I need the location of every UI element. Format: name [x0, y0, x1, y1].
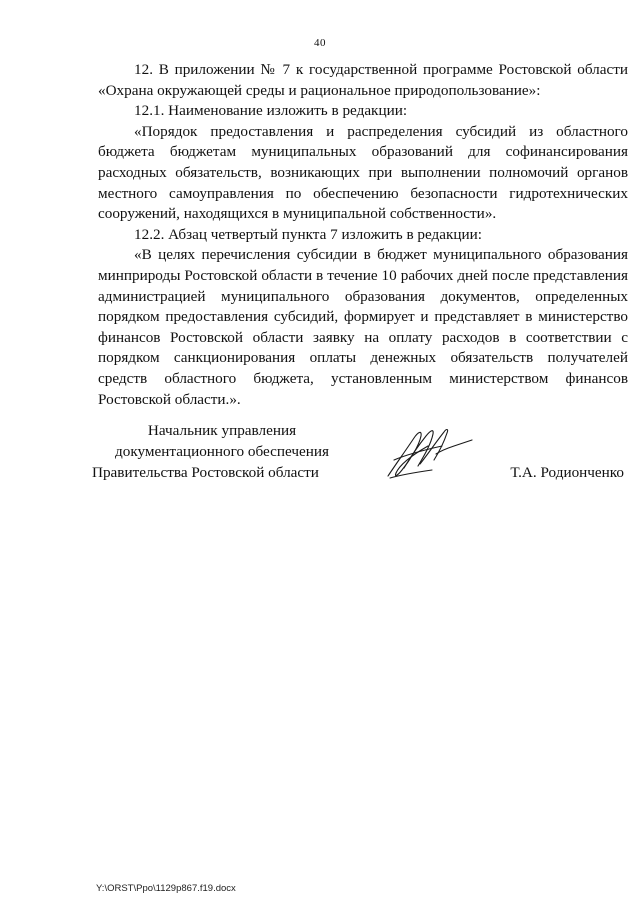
document-body: [98, 60, 628, 410]
paragraph-item-12-2: 12.2. Абзац четвертый пункта 7 изложить в редакции:: [134, 225, 482, 243]
page-number: 40: [314, 37, 326, 49]
position-line-2: документационного обеспечения: [115, 443, 329, 460]
paragraph-item-12: 12. В приложении № 7 к государственной программе Ростовской области «Охрана окружающей среды и рациональное природопользование»:: [98, 61, 628, 99]
position-line-3: Правительства Ростовской области: [92, 464, 319, 481]
signatory-position: [92, 420, 352, 483]
paragraph-item-12-1: 12.1. Наименование изложить в редакции:: [134, 102, 408, 120]
signature-block: [92, 420, 632, 480]
handwritten-signature: [384, 424, 476, 482]
signatory-name: Т.А. Родионченко: [510, 464, 624, 481]
paragraph-new-title: «Порядок предоставления и распределения субсидий из областного бюджета бюджетам муниципальных образований для софинансирования расходных обязательств, возникающих при выполнении полномочий органов местного самоуправления по обеспечению безопасности гидротехнических сооружений, находящихся в муниципальной собственности».: [98, 122, 628, 223]
paragraph-new-text: «В целях перечисления субсидии в бюджет муниципального образования минприроды Ростовской области в течение 10 рабочих дней после представления администрацией муниципального образования документов, определенных порядком предоставления субсидий, формирует и представляет в министерство финансов Ростовской области заявку на оплату расходов в соответствии с порядком санкционирования оплаты денежных обязательств получателей средств областного бюджета, установленным министерством финансов Ростовской области.».: [98, 246, 628, 408]
file-path-footer: Y:\ORST\Ppo\1129p867.f19.docx: [96, 883, 236, 894]
position-line-1: Начальник управления: [147, 422, 297, 439]
